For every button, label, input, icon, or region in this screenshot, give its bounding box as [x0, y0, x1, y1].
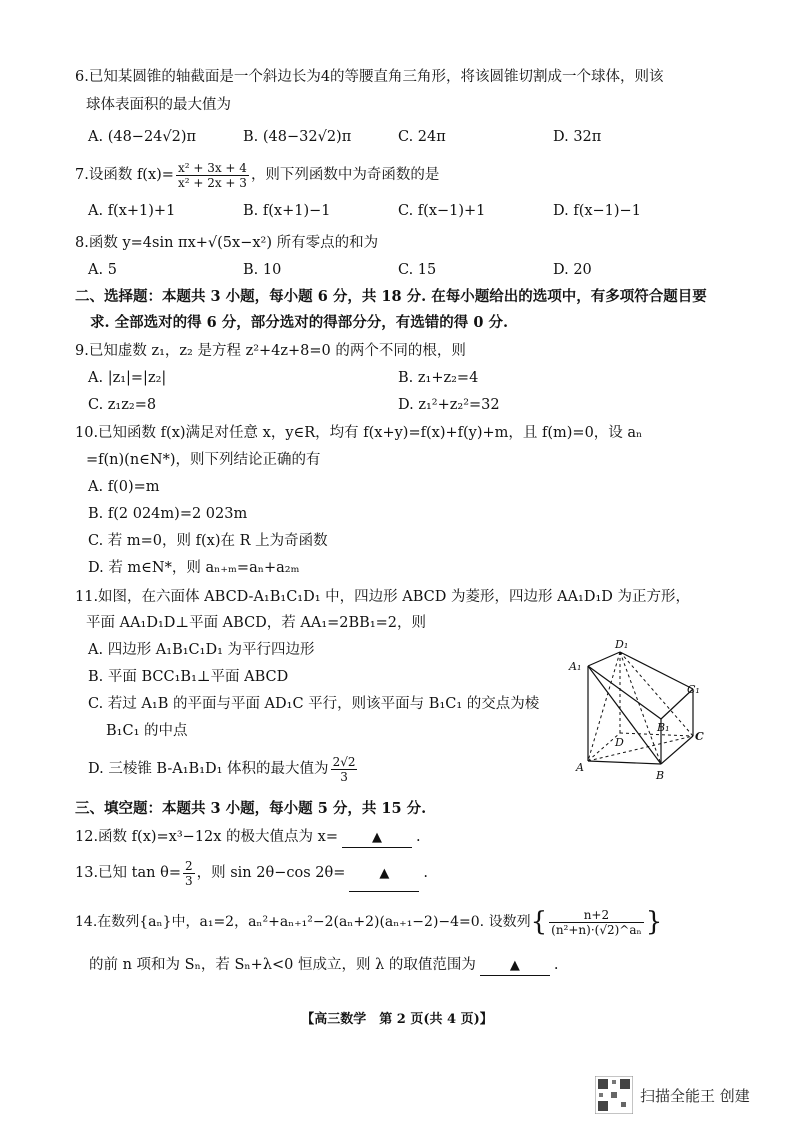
q9-option-b: B. z₁+z₂=4: [398, 370, 479, 386]
q12-suffix: .: [416, 829, 421, 845]
q12-stem: [75, 828, 421, 848]
q8-option-b: B. 10: [243, 262, 282, 278]
q7-option-d: D. f(x−1)−1: [553, 203, 641, 219]
q12-answer-blank[interactable]: ▲: [342, 829, 412, 848]
q13-denominator: 3: [184, 873, 193, 888]
label-b1: B₁: [657, 721, 670, 734]
q14-right-brace: }: [645, 907, 663, 937]
edge-a1-d1: [588, 652, 620, 666]
q11-option-d: [88, 752, 359, 786]
q7-prefix: 7.设函数 f(x)=: [75, 167, 174, 183]
q11-option-b: B. 平面 BCC₁B₁⊥平面 ABCD: [88, 669, 289, 685]
q10-line1: 10.已知函数 f(x)满足对任意 x，y∈R，均有 f(x+y)=f(x)+f(y)+m，且 f(m)=0，设 aₙ: [75, 425, 643, 441]
edge-a-b: [588, 761, 661, 764]
q6-line1: 6.已知某圆锥的轴截面是一个斜边长为4的等腰直角三角形，将该圆锥切割成一个球体，则该: [75, 69, 664, 85]
section2-line2: 求. 全部选对的得 6 分，部分选对的得部分分，有选错的得 0 分.: [90, 314, 509, 331]
q9-option-c: C. z₁z₂=8: [88, 397, 157, 413]
q11-line2: 平面 AA₁D₁D⊥平面 ABCD，若 AA₁=2BB₁=2，则: [86, 615, 427, 631]
q8-option-a: A. 5: [88, 262, 117, 278]
label-a: A: [576, 761, 584, 774]
label-d: D: [615, 736, 624, 749]
q7-option-c: C. f(x−1)+1: [398, 203, 486, 219]
q11-option-d-denominator: 3: [340, 769, 348, 784]
q6-option-b: B. (48−32√2)π: [243, 129, 352, 145]
q13-stem: [75, 856, 428, 892]
q8-option-c: C. 15: [398, 262, 437, 278]
qr-code-icon: [595, 1076, 633, 1114]
scanner-brand-watermark: 扫描全能王 创建: [640, 1087, 750, 1105]
q13-answer-blank[interactable]: ▲: [349, 857, 419, 892]
q6-option-a: A. (48−24√2)π: [88, 129, 197, 145]
q11-hexahedron-figure: [565, 636, 705, 782]
q10-option-d: D. 若 m∈N*，则 aₙ₊ₘ=aₙ+a₂ₘ: [88, 560, 300, 576]
label-c1: C₁: [687, 683, 700, 696]
q14-left-brace: {: [530, 907, 548, 937]
segment-a-c-hidden: [588, 736, 693, 761]
q9-stem: 9.已知虚数 z₁，z₂ 是方程 z²+4z+8=0 的两个不同的根，则: [75, 343, 466, 359]
segment-a1-b: [588, 666, 661, 764]
q11-option-a: A. 四边形 A₁B₁C₁D₁ 为平行四边形: [88, 642, 315, 658]
q10-option-a: A. f(0)=m: [88, 479, 160, 495]
q11-option-d-numerator: 2√2: [332, 754, 356, 769]
q10-option-b: B. f(2 024m)=2 023m: [88, 506, 248, 522]
q7-option-a: A. f(x+1)+1: [88, 203, 176, 219]
edge-d1-c1: [620, 652, 693, 689]
q14-sequence-fraction: [549, 908, 644, 937]
q14-line1-prefix: 14.在数列{aₙ}中，a₁=2，aₙ²+aₙ₊₁²−2(aₙ+2)(aₙ₊₁−2)−4=0. 设数列: [75, 914, 531, 930]
q12-prefix: 12.函数 f(x)=x³−12x 的极大值点为 x=: [75, 829, 338, 845]
q8-stem: 8.函数 y=4sin πx+√(5x−x²) 所有零点的和为: [75, 235, 379, 251]
q13-numerator: 2: [184, 858, 193, 873]
q13-suffix: .: [423, 865, 428, 881]
q7-stem: [75, 158, 439, 192]
label-a1: A₁: [569, 660, 582, 673]
label-d1: D₁: [615, 638, 629, 651]
q7-suffix: ，则下列函数中为奇函数的是: [250, 167, 440, 183]
q11-option-d-fraction: [331, 755, 358, 784]
q11-option-d-prefix: D. 三棱锥 B-A₁B₁D₁ 体积的最大值为: [88, 761, 329, 777]
q8-option-d: D. 20: [553, 262, 592, 278]
edge-a1-b1: [588, 666, 661, 719]
section3-heading: 三、填空题：本题共 3 小题，每小题 5 分，共 15 分.: [75, 800, 427, 817]
q6-option-c: C. 24π: [398, 129, 446, 145]
q11-line1: 11.如图，在六面体 ABCD-A₁B₁C₁D₁ 中，四边形 ABCD 为菱形，四边形 AA₁D₁D 为正方形，: [75, 589, 691, 605]
q14-line1: [75, 902, 662, 942]
q7-fraction: [176, 161, 249, 190]
q11-option-c-line1: C. 若过 A₁B 的平面与平面 AD₁C 平行，则该平面与 B₁C₁ 的交点为棱: [88, 696, 540, 712]
q14-line2-prefix: 的前 n 项和为 Sₙ，若 Sₙ+λ<0 恒成立，则 λ 的取值范围为: [89, 957, 476, 973]
q14-sequence-denominator: (n²+n)·(√2)^aₙ: [551, 922, 642, 937]
q7-denominator: x² + 2x + 3: [177, 175, 247, 190]
label-b: B: [656, 769, 665, 782]
q6-option-d: D. 32π: [553, 129, 602, 145]
section2-line1: 二、选择题：本题共 3 小题，每小题 6 分，共 18 分. 在每小题给出的选项中，有多项符合题目要: [75, 288, 707, 305]
q9-option-d: D. z₁²+z₂²=32: [398, 397, 500, 413]
label-c: C: [695, 730, 704, 743]
q14-line2: [89, 956, 559, 976]
q6-line2: 球体表面积的最大值为: [86, 97, 231, 113]
page-footer: 【高三数学 第 2 页(共 4 页)】: [301, 1012, 493, 1027]
q10-line2: =f(n)(n∈N*)，则下列结论正确的有: [86, 452, 321, 468]
q14-answer-blank[interactable]: ▲: [480, 957, 550, 976]
q9-option-a: A. |z₁|=|z₂|: [88, 370, 167, 386]
q7-option-b: B. f(x+1)−1: [243, 203, 331, 219]
q10-option-c: C. 若 m=0，则 f(x)在 R 上为奇函数: [88, 533, 328, 549]
q13-prefix: 13.已知 tan θ=: [75, 865, 181, 881]
segment-d1-b-hidden: [620, 652, 661, 764]
q11-option-c-line2: B₁C₁ 的中点: [106, 723, 188, 739]
q14-suffix: .: [553, 957, 559, 973]
q13-mid: ，则 sin 2θ−cos 2θ=: [196, 865, 346, 881]
q13-fraction: [183, 859, 195, 888]
q7-numerator: x² + 3x + 4: [177, 160, 247, 175]
q14-sequence-numerator: n+2: [549, 908, 644, 923]
